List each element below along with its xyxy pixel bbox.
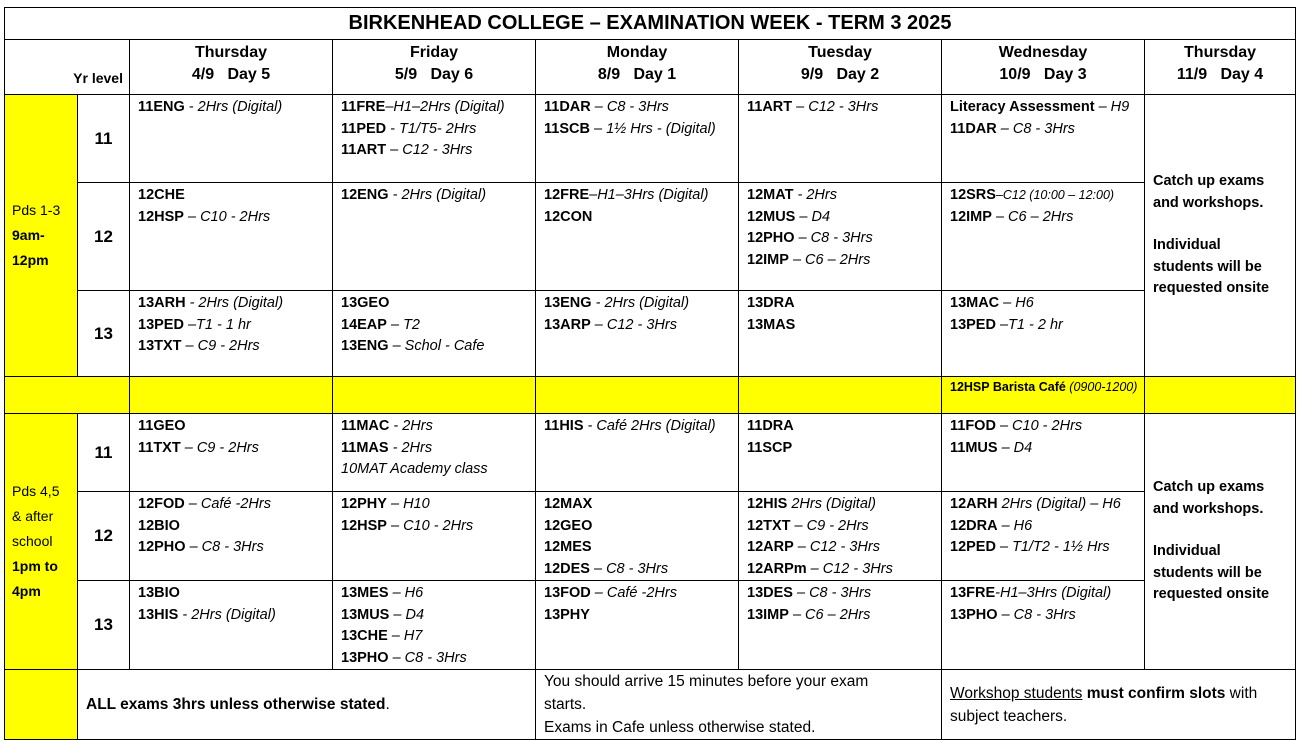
day-name: Wednesday <box>998 44 1088 61</box>
day-date: 11/9 Day 4 <box>1176 66 1264 83</box>
exam-entry: 13MUS – D4 <box>341 606 425 623</box>
day-header <box>536 40 739 95</box>
footer-note-arrival: You should arrive 15 minutes before your exam starts. Exams in Cafe unless otherwise stated. <box>536 670 942 740</box>
day-name: Friday <box>409 44 458 61</box>
period-label: Pds 1-3 9am- 12pm <box>5 95 78 377</box>
year-level: 12 <box>78 183 130 291</box>
exam-entry: 12FOD – Café -2Hrs <box>138 496 271 512</box>
exam-timetable <box>4 7 1295 740</box>
exam-entry: 12PHO – C8 - 3Hrs <box>138 539 264 555</box>
day-name: Thursday <box>194 44 267 61</box>
day-date: 4/9 Day 5 <box>191 66 271 83</box>
day-header <box>1145 40 1296 95</box>
exam-cell <box>536 291 739 377</box>
exam-cell <box>536 95 739 183</box>
exam-entry: 12PHY – H10 <box>341 496 430 512</box>
exam-entry: 10MAT Academy class <box>341 461 488 477</box>
exam-entry: 12HSP – C10 - 2Hrs <box>341 517 474 534</box>
exam-cell <box>333 492 536 581</box>
exam-entry: 13ARH - 2Hrs (Digital) <box>138 295 284 311</box>
exam-entry: 13ENG – Schol - Cafe <box>341 338 485 354</box>
exam-entry: 13PHO – C8 - 3Hrs <box>950 606 1076 623</box>
exam-entry: 13PHY <box>544 606 590 623</box>
exam-entry: 11FOD – C10 - 2Hrs <box>950 418 1083 434</box>
day-name: Monday <box>606 44 668 61</box>
exam-entry: 13PHO – C8 - 3Hrs <box>341 649 467 666</box>
exam-entry: 12DRA – H6 <box>950 517 1033 534</box>
catch-up-note: Catch up exams and workshops. Individual students will be requested onsite <box>1145 414 1296 670</box>
timetable-table <box>4 7 1296 740</box>
exam-entry: 13MAS <box>747 316 796 333</box>
day-date: 10/9 Day 3 <box>999 66 1087 83</box>
footer-note-duration: ALL exams 3hrs unless otherwise stated. <box>78 670 536 740</box>
barista-cafe-note: 12HSP Barista Café (0900-1200) <box>942 377 1145 414</box>
catch-up-note: Catch up exams and workshops. Individual students will be requested onsite <box>1145 95 1296 377</box>
period-label: Pds 4,5 & after school 1pm to 4pm <box>5 414 78 670</box>
exam-entry: 11MAS - 2Hrs <box>341 439 433 456</box>
exam-entry: 11SCB – 1½ Hrs - (Digital) <box>544 120 716 137</box>
divider-cell <box>739 377 942 414</box>
exam-entry: 12ENG - 2Hrs (Digital) <box>341 187 487 203</box>
day-header <box>130 40 333 95</box>
exam-entry: 12FRE–H1–3Hrs (Digital) <box>544 187 709 203</box>
exam-cell <box>739 581 942 670</box>
exam-entry: 11DAR – C8 - 3Hrs <box>950 120 1075 137</box>
exam-entry: 12MUS – D4 <box>747 208 831 225</box>
exam-cell <box>739 183 942 291</box>
exam-entry: 11TXT – C9 - 2Hrs <box>138 439 259 456</box>
day-date: 9/9 Day 2 <box>800 66 880 83</box>
exam-entry: 13PED –T1 - 2 hr <box>950 316 1063 333</box>
exam-cell <box>536 581 739 670</box>
exam-cell <box>942 414 1145 492</box>
exam-cell <box>130 581 333 670</box>
day-date: 5/9 Day 6 <box>394 66 474 83</box>
exam-cell <box>333 581 536 670</box>
exam-entry: 13IMP – C6 – 2Hrs <box>747 606 871 623</box>
exam-entry: 13MES – H6 <box>341 585 424 601</box>
exam-cell <box>130 414 333 492</box>
exam-cell <box>130 291 333 377</box>
exam-entry: 13TXT – C9 - 2Hrs <box>138 338 260 354</box>
exam-entry: 13FRE-H1–3Hrs (Digital) <box>950 585 1112 601</box>
exam-cell <box>130 95 333 183</box>
exam-entry: 13DRA <box>747 295 795 311</box>
exam-entry: 12HIS 2Hrs (Digital) <box>747 496 876 512</box>
yr-level-label: Yr level <box>5 40 130 95</box>
exam-entry: 12TXT – C9 - 2Hrs <box>747 517 869 534</box>
exam-entry: 12DES – C8 - 3Hrs <box>544 560 669 577</box>
page-title: BIRKENHEAD COLLEGE – EXAMINATION WEEK - TERM 3 2025 <box>5 8 1296 40</box>
year-level: 13 <box>78 581 130 670</box>
lunch-divider-row <box>5 377 1296 414</box>
exam-entry: 13ARP – C12 - 3Hrs <box>544 316 677 333</box>
exam-entry: 12IMP – C6 – 2Hrs <box>747 251 871 268</box>
exam-entry: 12BIO <box>138 517 180 534</box>
exam-cell <box>536 492 739 581</box>
exam-cell <box>942 291 1145 377</box>
year-level: 12 <box>78 492 130 581</box>
exam-entry: 11DAR – C8 - 3Hrs <box>544 99 669 115</box>
day-header <box>739 40 942 95</box>
divider-cell <box>1145 377 1296 414</box>
exam-entry: Literacy Assessment – H9 <box>950 99 1130 115</box>
exam-cell <box>942 183 1145 291</box>
exam-cell <box>536 414 739 492</box>
exam-entry: 11MAC - 2Hrs <box>341 418 433 434</box>
exam-entry: 13PED –T1 - 1 hr <box>138 316 251 333</box>
exam-entry: 11FRE–H1–2Hrs (Digital) <box>341 99 505 115</box>
exam-entry: 11PED - T1/T5- 2Hrs <box>341 120 477 137</box>
day-name: Thursday <box>1184 44 1257 61</box>
exam-cell <box>942 492 1145 581</box>
exam-entry: 12GEO <box>544 517 593 534</box>
divider-cell <box>130 377 333 414</box>
exam-entry: 11GEO <box>138 418 186 434</box>
year-level: 13 <box>78 291 130 377</box>
exam-entry: 11SCP <box>747 439 793 456</box>
day-header <box>942 40 1145 95</box>
exam-entry: 12SRS–C12 (10:00 – 12:00) <box>950 187 1115 203</box>
exam-entry: 12ARH 2Hrs (Digital) – H6 <box>950 496 1121 512</box>
footer-spacer <box>5 670 78 740</box>
exam-entry: 13HIS - 2Hrs (Digital) <box>138 606 276 623</box>
exam-entry: 13BIO <box>138 585 180 601</box>
exam-entry: 12MAT - 2Hrs <box>747 187 837 203</box>
exam-entry: 13MAC – H6 <box>950 295 1034 311</box>
exam-cell <box>130 183 333 291</box>
divider-cell <box>536 377 739 414</box>
exam-cell <box>739 291 942 377</box>
footer-note-workshop: Workshop students must confirm slots with subject teachers. <box>942 670 1296 740</box>
exam-entry: 11DRA <box>747 418 794 434</box>
exam-cell <box>333 291 536 377</box>
exam-cell <box>739 95 942 183</box>
exam-cell <box>130 492 333 581</box>
exam-entry: 13DES – C8 - 3Hrs <box>747 585 872 601</box>
exam-cell <box>739 414 942 492</box>
year-level: 11 <box>78 414 130 492</box>
exam-entry: 11ART – C12 - 3Hrs <box>341 142 473 158</box>
exam-cell <box>333 183 536 291</box>
exam-entry: 12IMP – C6 – 2Hrs <box>950 208 1074 225</box>
exam-entry: 11HIS - Café 2Hrs (Digital) <box>544 418 716 434</box>
exam-entry: 11MUS – D4 <box>950 439 1033 456</box>
year-level: 11 <box>78 95 130 183</box>
exam-cell <box>536 183 739 291</box>
exam-entry: 12MES <box>544 539 592 555</box>
exam-entry: 12MAX <box>544 496 593 512</box>
exam-entry: 11ART – C12 - 3Hrs <box>747 99 879 115</box>
exam-entry: 12PHO – C8 - 3Hrs <box>747 230 873 246</box>
exam-entry: 13ENG - 2Hrs (Digital) <box>544 295 690 311</box>
exam-entry: 12HSP – C10 - 2Hrs <box>138 208 271 225</box>
exam-cell <box>942 95 1145 183</box>
exam-entry: 12ARP – C12 - 3Hrs <box>747 539 880 555</box>
exam-entry: 13CHE – H7 <box>341 628 423 644</box>
exam-cell <box>739 492 942 581</box>
exam-entry: 12PED – T1/T2 - 1½ Hrs <box>950 539 1110 555</box>
exam-cell <box>333 95 536 183</box>
divider-cell <box>333 377 536 414</box>
exam-cell <box>333 414 536 492</box>
day-date: 8/9 Day 1 <box>597 66 677 83</box>
exam-cell <box>942 581 1145 670</box>
exam-entry: 12ARPm – C12 - 3Hrs <box>747 560 893 577</box>
divider-cell <box>5 377 130 414</box>
day-name: Tuesday <box>808 44 872 61</box>
exam-entry: 13FOD – Café -2Hrs <box>544 585 677 601</box>
exam-entry: 14EAP – T2 <box>341 316 420 333</box>
day-header <box>333 40 536 95</box>
exam-entry: 12CON <box>544 208 593 225</box>
exam-entry: 12CHE <box>138 187 185 203</box>
exam-entry: 13GEO <box>341 295 390 311</box>
exam-entry: 11ENG - 2Hrs (Digital) <box>138 99 283 115</box>
